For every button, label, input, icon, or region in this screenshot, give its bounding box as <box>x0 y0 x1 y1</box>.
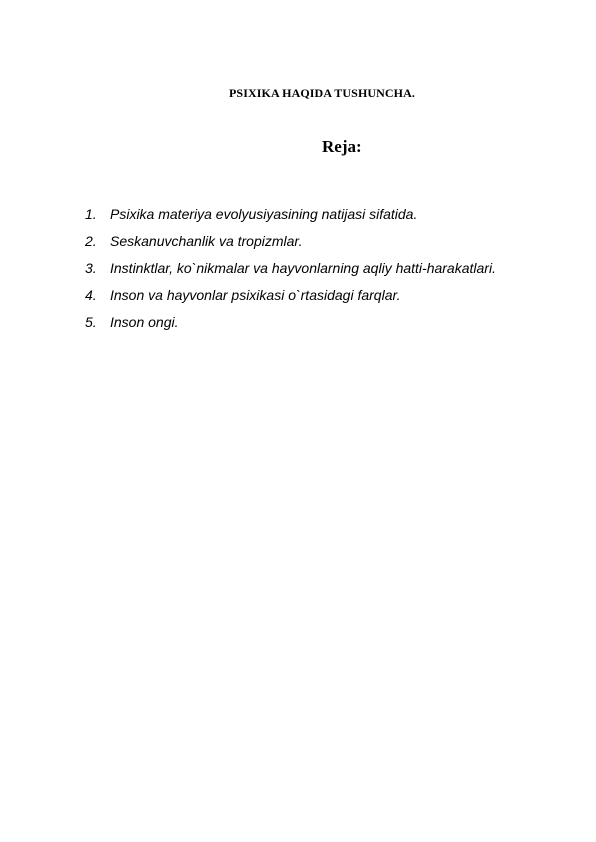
list-item-text: Inson va hayvonlar psixikasi o`rtasidagi farqlar. <box>110 287 401 303</box>
document-title: PSIXIKA HAQIDA TUSHUNCHA. <box>229 86 415 100</box>
list-item-number: 1. <box>85 206 97 222</box>
list-item-text: Psixika materiya evolyusiyasining natijasi sifatida. <box>110 206 418 222</box>
list-item <box>85 204 496 231</box>
list-item-number: 4. <box>85 287 97 303</box>
list-item <box>85 258 496 285</box>
plan-heading: Reja: <box>322 137 362 156</box>
list-item-text: Seskanuvchanlik va tropizmlar. <box>110 233 303 249</box>
list-item-number: 5. <box>85 314 97 330</box>
list-item-text: Instinktlar, ko`nikmalar va hayvonlarning aqliy hatti-harakatlari. <box>110 260 496 276</box>
list-item-text: Inson ongi. <box>110 314 179 330</box>
list-item-number: 2. <box>85 233 97 249</box>
plan-list <box>85 204 496 339</box>
list-item <box>85 312 496 339</box>
list-item <box>85 231 496 258</box>
list-item-number: 3. <box>85 260 97 276</box>
list-item <box>85 285 496 312</box>
